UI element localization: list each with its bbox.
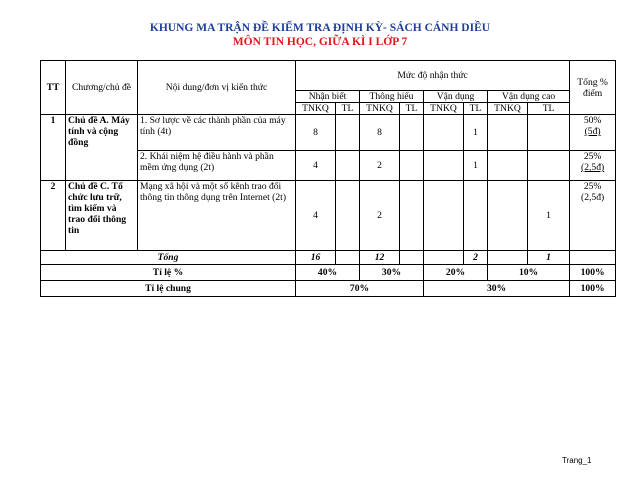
header-sub: TL bbox=[464, 103, 488, 115]
header-sub: TNKQ bbox=[296, 103, 336, 115]
general-ratio-label: Tỉ lệ chung bbox=[41, 281, 296, 297]
score-value: (2,5đ) bbox=[581, 192, 605, 203]
cell-nb-tnkq: 4 bbox=[296, 181, 336, 251]
cell-vd-tl bbox=[464, 181, 488, 251]
cell-th-tnkq: 8 bbox=[360, 115, 400, 151]
score-value: (2,5đ) bbox=[581, 162, 605, 173]
general-ratio-row bbox=[41, 281, 616, 297]
header-level: Vận dụng bbox=[424, 91, 488, 103]
header-mucdo: Mức độ nhận thức bbox=[296, 61, 570, 91]
table-row bbox=[41, 115, 616, 151]
document-subtitle: MÔN TIN HỌC, GIỮA KÌ I LỚP 7 bbox=[232, 36, 408, 48]
ratio-vdc: 10% bbox=[488, 265, 570, 281]
row-tt: 1 bbox=[41, 115, 66, 181]
cell-vdc-tl bbox=[528, 151, 570, 181]
percent-value: 25% bbox=[583, 151, 602, 162]
cell-vdc-tl: 1 bbox=[528, 181, 570, 251]
ratio-total: 100% bbox=[570, 265, 616, 281]
percent-value: 25% bbox=[583, 181, 602, 192]
header-noidung: Nội dung/đơn vị kiến thức bbox=[138, 61, 296, 115]
ratio-nb: 40% bbox=[296, 265, 360, 281]
total-th: 12 bbox=[360, 251, 400, 265]
cell-vd-tl: 1 bbox=[464, 151, 488, 181]
row-noidung: 2. Khái niệm hệ điều hành và phần mềm ứng dụng (2t) bbox=[138, 151, 296, 181]
header-sub: TNKQ bbox=[488, 103, 528, 115]
header-level: Nhận biết bbox=[296, 91, 360, 103]
general-ratio-total: 100% bbox=[570, 281, 616, 297]
cell-vdc-tl bbox=[528, 115, 570, 151]
total-vdc: 1 bbox=[528, 251, 570, 265]
header-sub: TL bbox=[528, 103, 570, 115]
general-ratio-b: 30% bbox=[424, 281, 570, 297]
general-ratio-a: 70% bbox=[296, 281, 424, 297]
cell-th-tnkq: 2 bbox=[360, 151, 400, 181]
cell-th-tnkq: 2 bbox=[360, 181, 400, 251]
header-level: Vận dụng cao bbox=[488, 91, 570, 103]
cell-nb-tnkq: 8 bbox=[296, 115, 336, 151]
row-chuong: Chủ đề A. Máy tính và cộng đồng bbox=[66, 115, 138, 181]
header-sub: TNKQ bbox=[424, 103, 464, 115]
percent-value: 50% bbox=[583, 115, 602, 126]
row-chuong: Chủ đề C. Tổ chức lưu trữ, tìm kiếm và trao đổi thông tin bbox=[66, 181, 138, 251]
header-sub: TL bbox=[400, 103, 424, 115]
total-label: Tổng bbox=[41, 251, 296, 265]
cell-vd-tl: 1 bbox=[464, 115, 488, 151]
score-value: (5đ) bbox=[584, 126, 601, 137]
header-tong-diem: Tổng % điểm bbox=[570, 61, 616, 115]
header-sub: TNKQ bbox=[360, 103, 400, 115]
row-tt: 2 bbox=[41, 181, 66, 251]
cell-nb-tnkq: 4 bbox=[296, 151, 336, 181]
ratio-row bbox=[41, 265, 616, 281]
table-row bbox=[41, 181, 616, 251]
ratio-th: 30% bbox=[360, 265, 424, 281]
cell-percent bbox=[570, 115, 616, 151]
matrix-table bbox=[40, 60, 616, 297]
document-title: KHUNG MA TRẬN ĐỀ KIỂM TRA ĐỊNH KỲ- SÁCH CÁNH DIỀU bbox=[149, 22, 491, 34]
total-nb: 16 bbox=[296, 251, 336, 265]
ratio-label: Tỉ lệ % bbox=[41, 265, 296, 281]
cell-percent bbox=[570, 181, 616, 251]
header-sub: TL bbox=[336, 103, 360, 115]
header-chuong: Chương/chủ đề bbox=[66, 61, 138, 115]
ratio-vd: 20% bbox=[424, 265, 488, 281]
cell-percent bbox=[570, 151, 616, 181]
total-vd: 2 bbox=[464, 251, 488, 265]
row-noidung: Mạng xã hội và một số kênh trao đổi thông tin thông dụng trên Internet (2t) bbox=[138, 181, 296, 251]
header-tt: TT bbox=[41, 61, 66, 115]
header-level: Thông hiểu bbox=[360, 91, 424, 103]
row-noidung: 1. Sơ lược về các thành phần của máy tính (4t) bbox=[138, 115, 296, 151]
page-number: Trang_1 bbox=[562, 456, 592, 465]
total-row bbox=[41, 251, 616, 265]
